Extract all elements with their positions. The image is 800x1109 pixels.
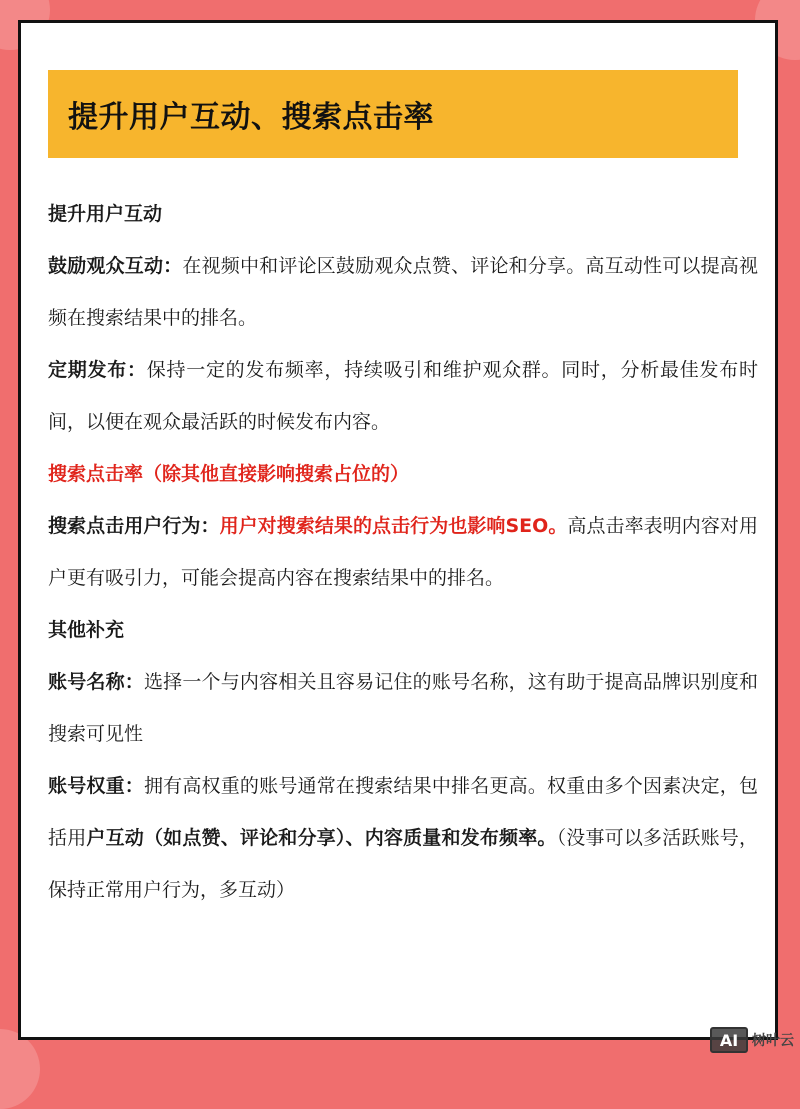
- bold-text: 户互动（如点赞、评论和分享）、内容质量和发布频率。: [86, 827, 557, 849]
- term-label: 账号权重：: [48, 775, 144, 797]
- watermark-logo-icon: AI: [710, 1027, 748, 1053]
- watermark-text: 树叶云: [752, 1033, 794, 1049]
- paragraph-account-weight: [48, 760, 758, 916]
- term-label: 账号名称：: [48, 671, 144, 693]
- paragraph-account-name: [48, 656, 758, 760]
- highlighted-text: 用户对搜索结果的点击行为也影响SEO。: [219, 515, 568, 537]
- paragraph-text: 高点击率表明内容对用户更有吸引力，可能会提高内容在搜索结果中的排名。: [48, 515, 758, 589]
- paragraph-text: 保持一定的发布频率，持续吸引和维护观众群。同时，分析最佳发布时间，以便在观众最活跃的时候发布内容。: [48, 359, 758, 433]
- paragraph-regular-publishing: [48, 344, 758, 448]
- paragraph-text: 在视频中和评论区鼓励观众点赞、评论和分享。高互动性可以提高视频在搜索结果中的排名。: [48, 255, 758, 329]
- section-title-user-interaction: 提升用户互动: [48, 203, 163, 225]
- page-title: 提升用户互动、搜索点击率: [68, 100, 434, 135]
- content-card: [18, 20, 778, 1040]
- section-title-click-rate: 搜索点击率（除其他直接影响搜索占位的）: [48, 463, 410, 485]
- paragraph-text: 拥有高权重的账号通常在搜索结果中排名更高。权重由多个因素决定，包括用: [48, 775, 758, 849]
- paragraph-text: 选择一个与内容相关且容易记住的账号名称，这有助于提高品牌识别度和搜索可见性: [48, 671, 758, 745]
- section-title-other: 其他补充: [48, 619, 125, 641]
- term-label: 鼓励观众互动：: [48, 255, 183, 277]
- paragraph-search-click-behavior: [48, 500, 758, 604]
- term-label: 搜索点击用户行为：: [48, 515, 220, 537]
- term-label: 定期发布：: [48, 359, 147, 381]
- background-decoration: [0, 1029, 40, 1109]
- paragraph-encourage-interaction: [48, 240, 758, 344]
- paragraph-text: （没事可以多活跃账号，保持正常用户行为，多互动）: [48, 827, 758, 901]
- title-banner: [48, 70, 738, 158]
- watermark: [710, 1027, 794, 1053]
- article-body: [48, 188, 758, 916]
